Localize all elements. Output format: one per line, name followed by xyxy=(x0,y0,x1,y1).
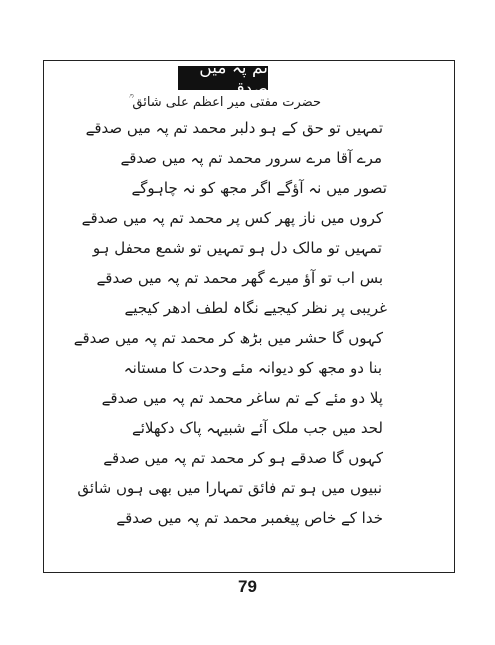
page-number: 79 xyxy=(238,577,257,596)
poem-line: کہوں گا حشر میں بڑھ کر محمد تم پہ میں صدقے xyxy=(73,329,383,347)
poem-line: تمہیں تو مالک دل ہو تمہیں تو شمع محفل ہو xyxy=(92,239,382,257)
poem-line: نبیوں میں ہو تم فائق تمہارا میں بھی ہوں شائق xyxy=(77,479,382,497)
poem-line: مرے آقا مرے سرور محمد تم پہ میں صدقے xyxy=(120,149,382,167)
poem-line: بس اب تو آؤ میرے گھر محمد تم پہ میں صدقے xyxy=(96,269,383,287)
poem-line: کہوں گا صدقے ہو کر محمد تم پہ میں صدقے xyxy=(103,449,383,467)
poem-line: کروں میں ناز پھر کس پر محمد تم پہ میں صدقے xyxy=(81,209,383,227)
poem-title: تم پہ میں صدقے xyxy=(178,66,268,90)
poem-line: بنا دو مجھ کو دیوانہ مئے وحدت کا مستانہ xyxy=(123,359,382,377)
poem-line: تمہیں تو حق کے ہو دلبر محمد تم پہ میں صدقے xyxy=(85,119,383,137)
poem-line: خدا کے خاص پیغمبر محمد تم پہ میں صدقے xyxy=(116,509,383,527)
poem-line: تصور میں نہ آؤگے اگر مجھ کو نہ چاہوگے xyxy=(131,179,387,197)
poem-author: حضرت مفتی میر اعظم علی شائق ؒ xyxy=(129,95,321,110)
poem-line: لحد میں جب ملک آئے شبیہہ پاک دکھلائے xyxy=(131,419,383,437)
poem-line: پلا دو مئے کے تم ساغر محمد تم پہ میں صدقے xyxy=(101,389,383,407)
poem-line: غریبی پر نظر کیجیے نگاہ لطف ادھر کیجیے xyxy=(124,299,387,317)
